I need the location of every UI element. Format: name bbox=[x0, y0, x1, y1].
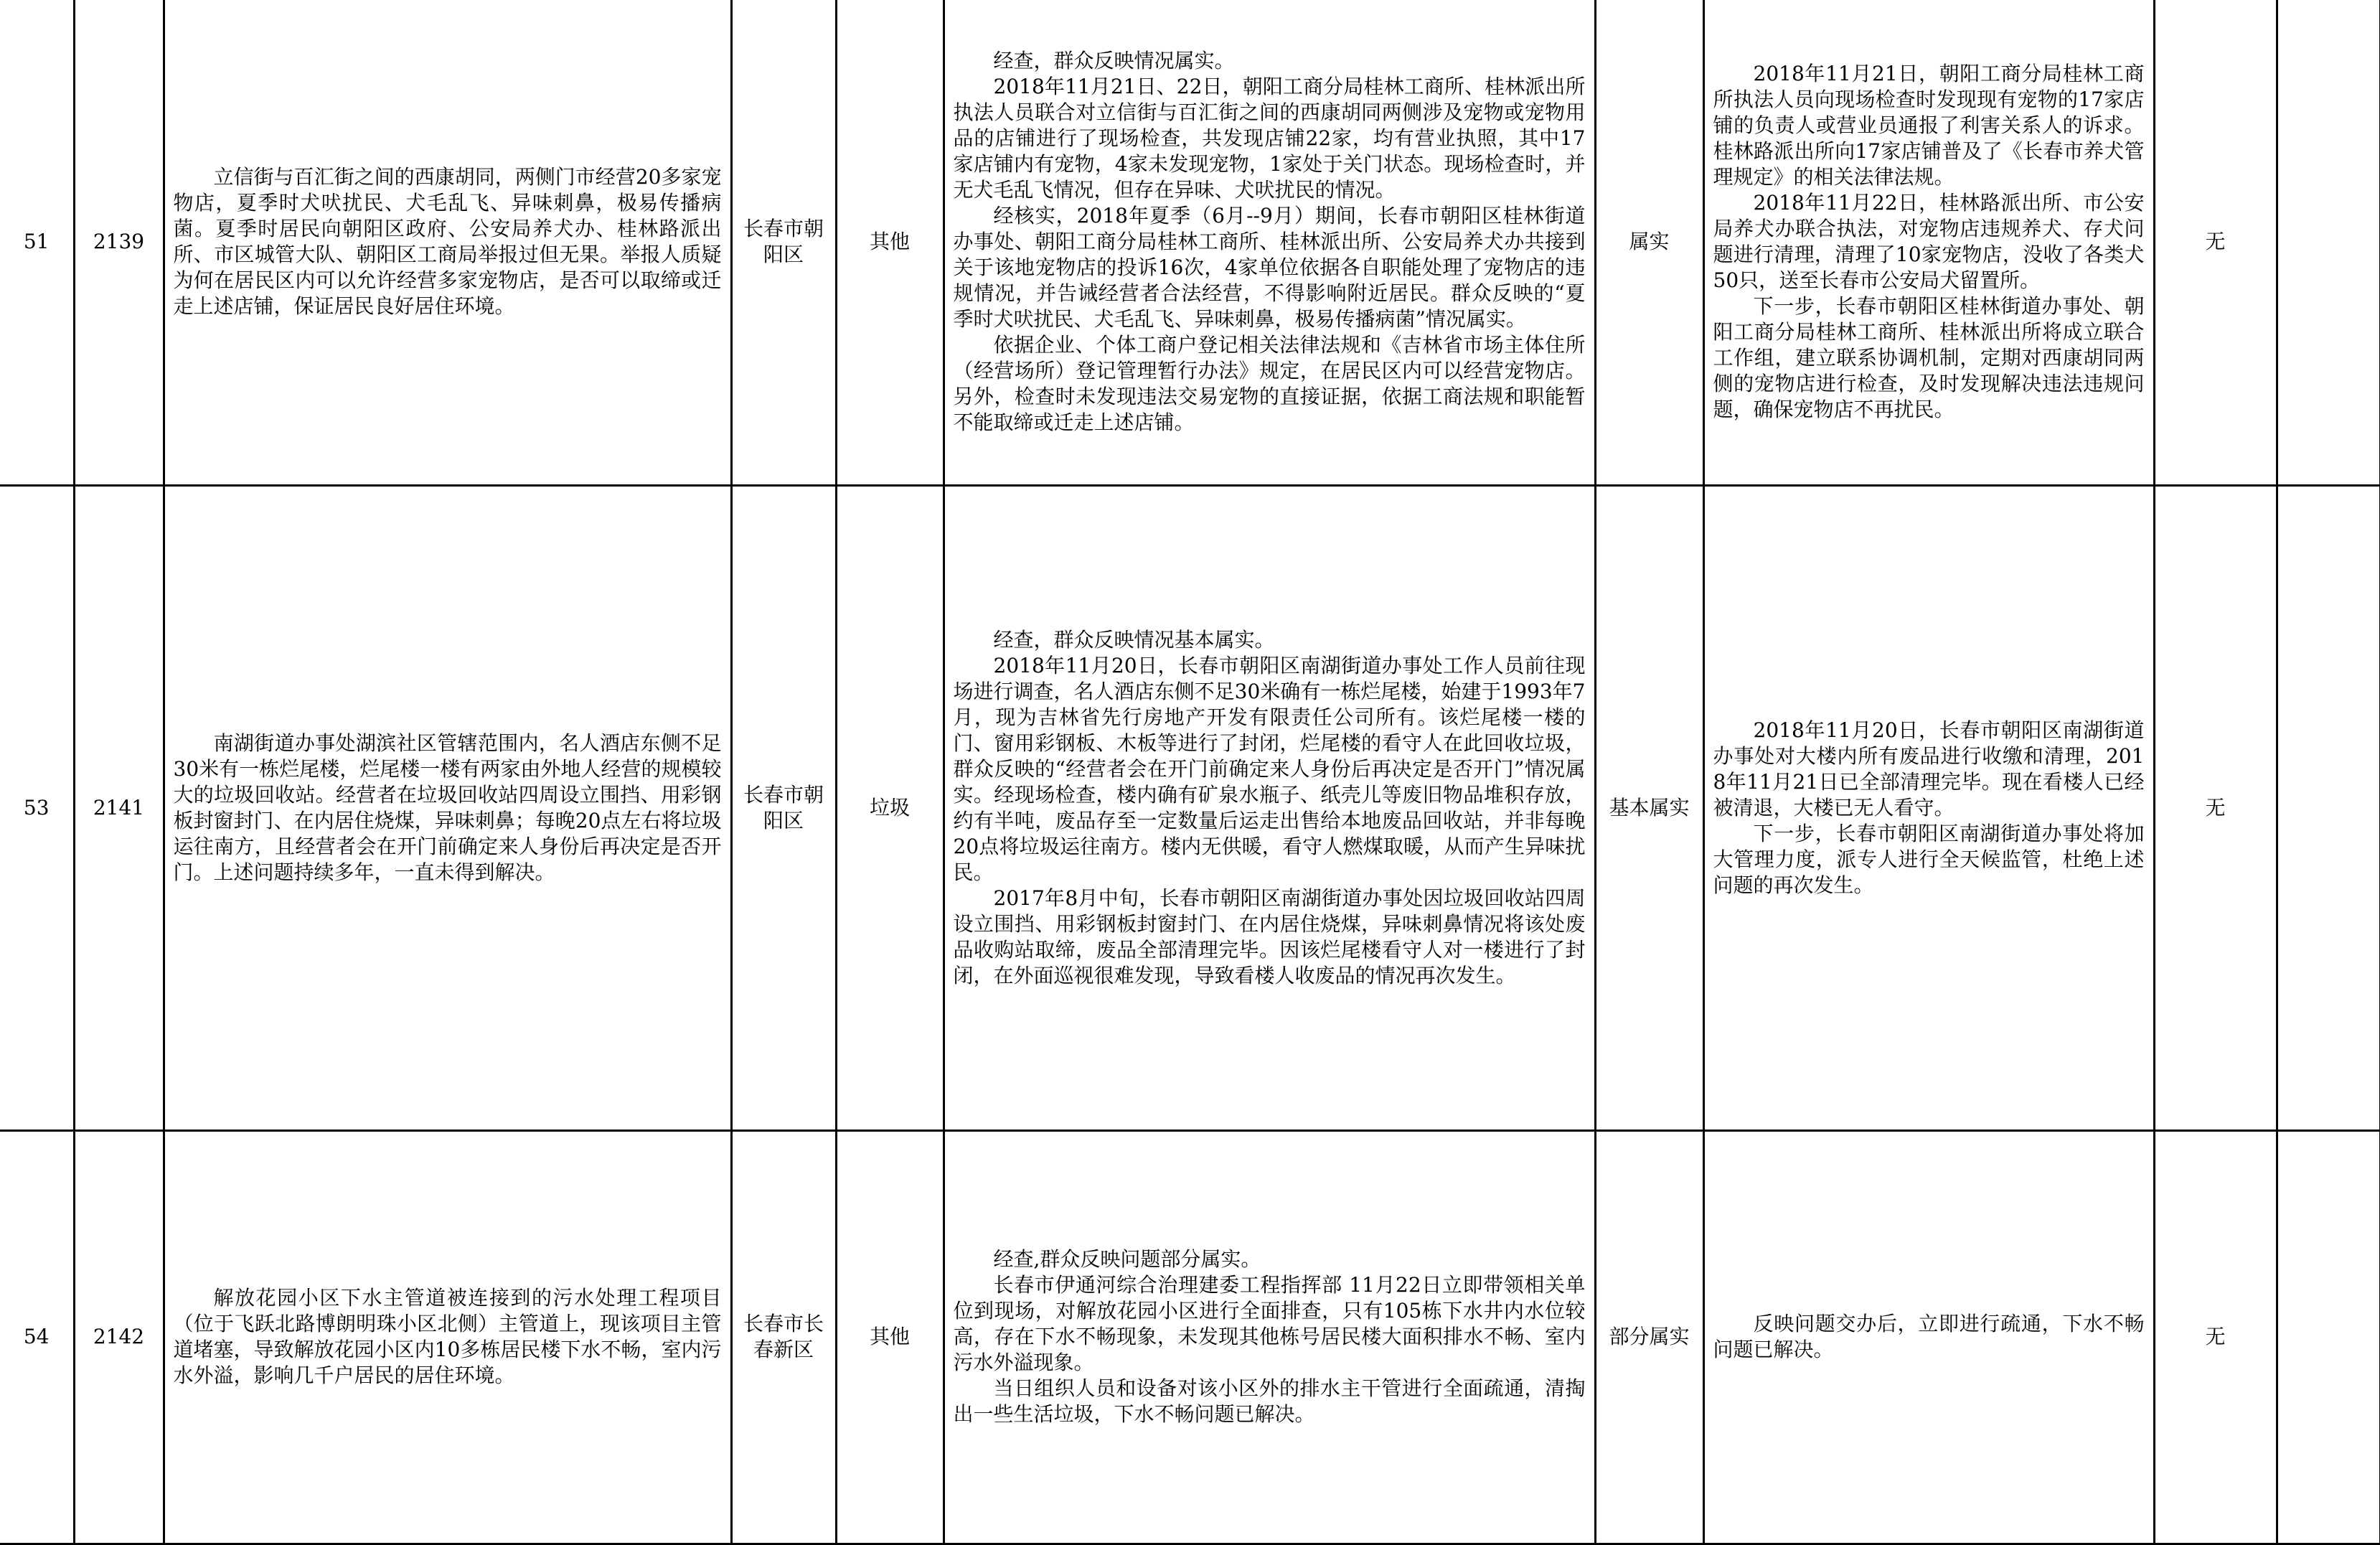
table-row bbox=[0, 0, 2380, 485]
verdict: 属实 bbox=[1595, 0, 1703, 485]
investigation-paragraph: 2018年11月20日，长春市朝阳区南湖街道办事处工作人员前往现场进行调查，名人酒店东侧不足30米确有一栋烂尾楼，始建于1993年7月，现为吉林省先行房地产开发有限责任公司所有。该烂尾楼一楼的门、窗用彩钢板、木板等进行了封闭，烂尾楼的看守人在此回收垃圾，群众反映的“经营者会在开门前确定来人身份后再决定是否开门”情况属实。经现场检查，楼内确有矿泉水瓶子、纸壳儿等废旧物品堆积存放，约有半吨，废品存至一定数量后运走出售给本地废品回收站，并非每晚20点将垃圾运往南方。楼内无供暖，看守人燃煤取暖，从而产生异味扰民。 bbox=[953, 653, 1586, 884]
handling-paragraph: 2018年11月21日，朝阳工商分局桂林工商所执法人员向现场检查时发现现有宠物的17家店铺的负责人或营业员通报了利害关系人的诉求。桂林路派出所向17家店铺普及了《长春市养犬管理规定》的相关法律法规。 bbox=[1713, 62, 2145, 189]
category: 其他 bbox=[836, 0, 944, 485]
investigation-paragraph: 2017年8月中旬，长春市朝阳区南湖街道办事处因垃圾回收站四周设立围挡、用彩钢板封窗封门、在内居住烧煤，异味刺鼻情况将该处废品收购站取缔，废品全部清理完毕。因该烂尾楼看守人对一楼进行了封闭，在外面巡视很难发现，导致看楼人收废品的情况再次发生。 bbox=[953, 886, 1586, 987]
handling-paragraph: 反映问题交办后，立即进行疏通，下水不畅问题已解决。 bbox=[1713, 1312, 2145, 1361]
investigation-paragraph: 经核实，2018年夏季（6月--9月）期间，长春市朝阳区桂林街道办事处、朝阳工商分局桂林工商所、桂林派出所、公安局养犬办共接到关于该地宠物店的投诉16次，4家单位依据各自职能处理了宠物店的违规情况，并告诫经营者合法经营，不得影响附近居民。群众反映的“夏季时犬吠扰民、犬毛乱飞、异味刺鼻，极易传播病菌”情况属实。 bbox=[953, 204, 1586, 332]
investigation-paragraph: 经查,群众反映问题部分属实。 bbox=[993, 1247, 1261, 1271]
complaint-paragraph: 南湖街道办事处湖滨社区管辖范围内，名人酒店东侧不足30米有一栋烂尾楼，烂尾楼一楼有两家由外地人经营的规模较大的垃圾回收站。经营者在垃圾回收站四周设立围挡、用彩钢板封窗封门、在内居住烧煤，异味刺鼻；每晚20点左右将垃圾运往南方，且经营者会在开门前确定来人身份后再决定是否开门。上述问题持续多年，一直未得到解决。 bbox=[173, 731, 722, 884]
handling-paragraph: 下一步，长春市朝阳区桂林街道办事处、朝阳工商分局桂林工商所、桂林派出所将成立联合工作组，建立联系协调机制，定期对西康胡同两侧的宠物店进行检查，及时发现解决违法违规问题，确保宠物店不再扰民。 bbox=[1713, 294, 2145, 422]
district: 长春市长春新区 bbox=[731, 1130, 836, 1544]
investigation-result bbox=[944, 1130, 1595, 1544]
complaint-content bbox=[164, 0, 731, 485]
verdict: 部分属实 bbox=[1595, 1130, 1703, 1544]
handling-rectification bbox=[1703, 485, 2154, 1130]
verdict: 基本属实 bbox=[1595, 485, 1703, 1130]
investigation-paragraph: 当日组织人员和设备对该小区外的排水主干管进行全面疏通，清掏出一些生活垃圾，下水不畅问题已解决。 bbox=[953, 1376, 1586, 1426]
handling-rectification bbox=[1703, 1130, 2154, 1544]
accountability: 无 bbox=[2154, 1130, 2277, 1544]
handling-paragraph: 2018年11月20日，长春市朝阳区南湖街道办事处对大楼内所有废品进行收缴和清理，2018年11月21日已全部清理完毕。现在看楼人已经被清退，大楼已无人看守。 bbox=[1713, 718, 2145, 820]
row-number: 51 bbox=[0, 0, 74, 485]
investigation-paragraph: 依据企业、个体工商户登记相关法律法规和《吉林省市场主体住所（经营场所）登记管理暂行办法》规定，在居民区内可以经营宠物店。另外，检查时未发现违法交易宠物的直接证据，依据工商法规和职能暂不能取缔或迁走上述店铺。 bbox=[953, 333, 1586, 435]
investigation-result bbox=[944, 485, 1595, 1130]
table-row bbox=[0, 485, 2380, 1130]
investigation-result bbox=[944, 0, 1595, 485]
district: 长春市朝阳区 bbox=[731, 0, 836, 485]
table-row bbox=[0, 1130, 2380, 1544]
row-number: 54 bbox=[0, 1130, 74, 1544]
accountability: 无 bbox=[2154, 0, 2277, 485]
investigation-paragraph: 长春市伊通河综合治理建委工程指挥部 11月22日立即带领相关单位到现场，对解放花园小区进行全面排查，只有105栋下水井内水位较高，存在下水不畅现象，未发现其他栋号居民楼大面积排水不畅、室内污水外溢现象。 bbox=[953, 1273, 1586, 1374]
complaint-paragraph: 立信街与百汇街之间的西康胡同，两侧门市经营20多家宠物店，夏季时犬吠扰民、犬毛乱飞、异味刺鼻，极易传播病菌。夏季时居民向朝阳区政府、公安局养犬办、桂林路派出所、市区城管大队、朝阳区工商局举报过但无果。举报人质疑为何在居民区内可以允许经营多家宠物店，是否可以取缔或迁走上述店铺，保证居民良好居住环境。 bbox=[173, 165, 722, 319]
handling-rectification bbox=[1703, 0, 2154, 485]
accountability: 无 bbox=[2154, 485, 2277, 1130]
remark bbox=[2277, 485, 2380, 1130]
remark bbox=[2277, 0, 2380, 485]
complaint-paragraph: 解放花园小区下水主管道被连接到的污水处理工程项目（位于飞跃北路博朗明珠小区北侧）主管道上，现该项目主管道堵塞，导致解放花园小区内10多栋居民楼下水不畅，室内污水外溢，影响几千户居民的居住环境。 bbox=[173, 1286, 722, 1387]
category: 其他 bbox=[836, 1130, 944, 1544]
investigation-paragraph: 2018年11月21日、22日，朝阳工商分局桂林工商所、桂林派出所执法人员联合对立信街与百汇街之间的西康胡同两侧涉及宠物或宠物用品的店铺进行了现场检查，共发现店铺22家，均有营业执照，其中17家店铺内有宠物，4家未发现宠物，1家处于关门状态。现场检查时，并无犬毛乱飞情况，但存在异味、犬吠扰民的情况。 bbox=[953, 75, 1586, 202]
complaint-content bbox=[164, 485, 731, 1130]
category: 垃圾 bbox=[836, 485, 944, 1130]
case-id: 2142 bbox=[74, 1130, 164, 1544]
handling-paragraph: 下一步，长春市朝阳区南湖街道办事处将加大管理力度，派专人进行全天候监管，杜绝上述问题的再次发生。 bbox=[1713, 821, 2145, 897]
investigation-paragraph: 经查，群众反映情况属实。 bbox=[993, 49, 1235, 73]
complaint-content bbox=[164, 1130, 731, 1544]
case-id: 2141 bbox=[74, 485, 164, 1130]
row-number: 53 bbox=[0, 485, 74, 1130]
case-id: 2139 bbox=[74, 0, 164, 485]
district: 长春市朝阳区 bbox=[731, 485, 836, 1130]
investigation-paragraph: 经查，群众反映情况基本属实。 bbox=[993, 627, 1275, 652]
handling-paragraph: 2018年11月22日，桂林路派出所、市公安局养犬办联合执法，对宠物店违规养犬、存犬问题进行清理，清理了10家宠物店，没收了各类犬50只，送至长春市公安局犬留置所。 bbox=[1713, 191, 2145, 293]
remark bbox=[2277, 1130, 2380, 1544]
